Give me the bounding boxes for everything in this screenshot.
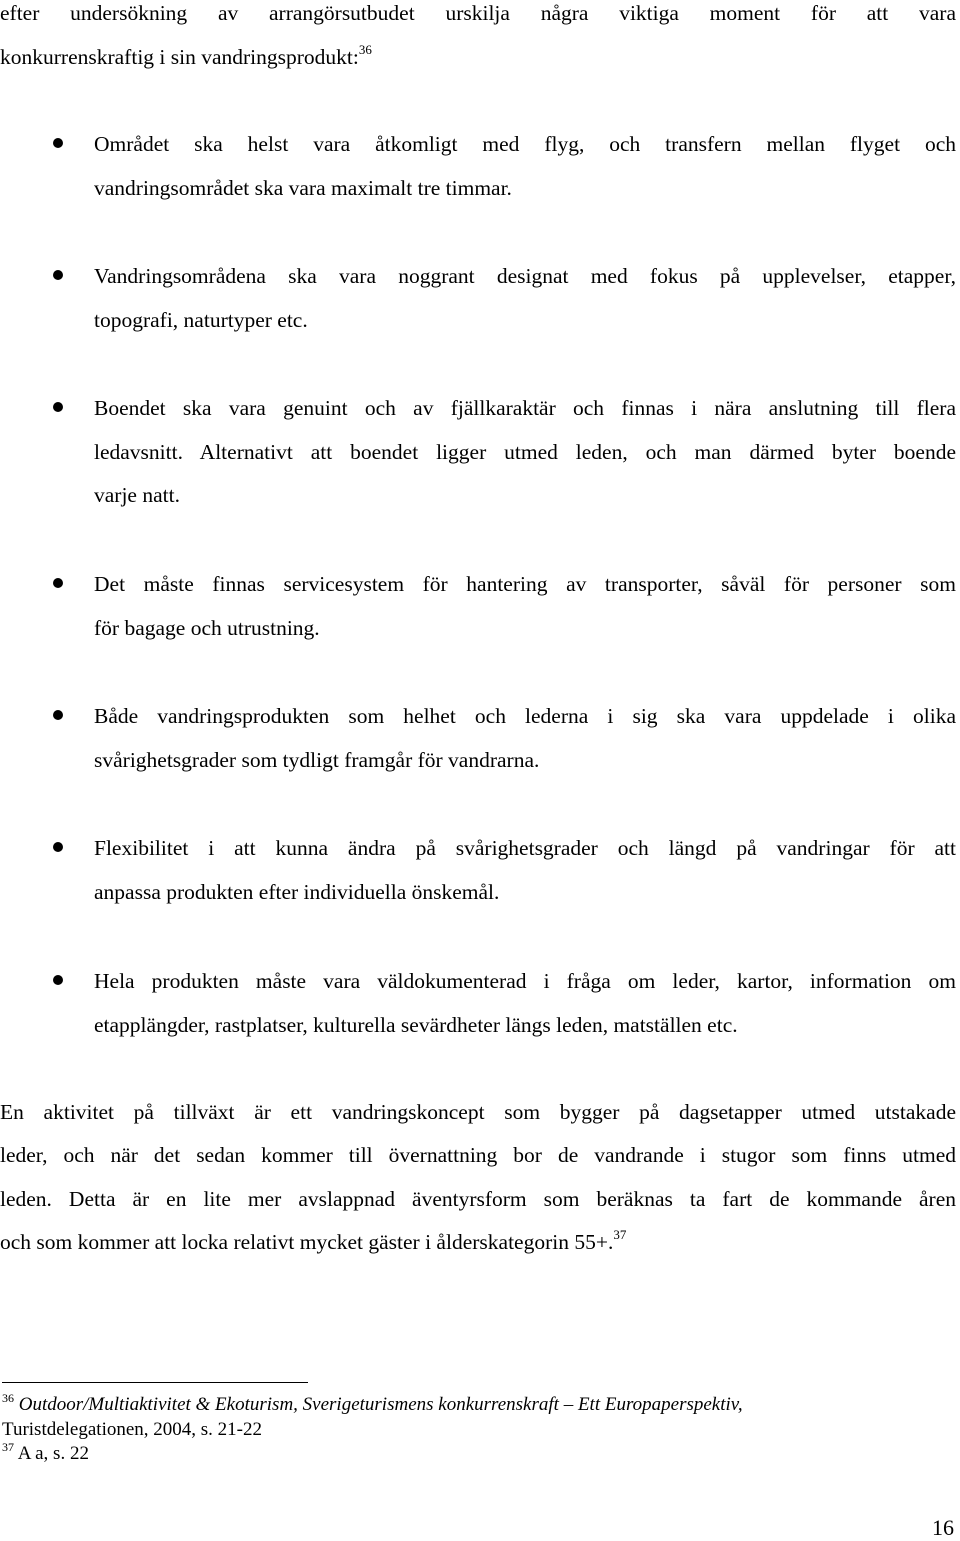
bullet-5-line-2: svårighetsgrader som tydligt framgår för vandrarna.	[94, 748, 540, 772]
bullet-dot	[53, 842, 63, 852]
bullet-dot	[53, 710, 63, 720]
bullet-dot	[53, 270, 63, 280]
bullet-4-line-1: Det måste finnas servicesystem för hantering av transporter, såväl för personer som	[94, 572, 956, 596]
footnote-ref-37: 37	[613, 1226, 627, 1242]
bullet-2-line-1: Vandringsområdena ska vara noggrant designat med fokus på upplevelser, etapper,	[94, 264, 956, 288]
footnote-36-line-2: Turistdelegationen, 2004, s. 21-22	[2, 1419, 263, 1440]
bullet-3-line-1: Boendet ska vara genuint och av fjällkaraktär och finnas i nära anslutning till flera	[94, 396, 956, 420]
bullet-1-line-2: vandringsområdet ska vara maximalt tre timmar.	[94, 176, 512, 200]
intro-line-2: konkurrenskraftig i sin vandringsprodukt:$^{36}$	[0, 41, 372, 69]
footnote-separator	[2, 1382, 308, 1383]
bullet-6-line-1: Flexibilitet i att kunna ändra på svårighetsgrader och längd på vandringar för att	[94, 836, 956, 860]
paragraph-line-4: och som kommer att locka relativt mycket gäster i ålderskategorin 55+.$^{37}$	[0, 1226, 627, 1254]
footnote-ref-36: 36	[358, 41, 372, 57]
bullet-6-line-2: anpassa produkten efter individuella önskemål.	[94, 880, 500, 904]
paragraph-line-1: En aktivitet på tillväxt är ett vandringskoncept som bygger på dagsetapper utmed utstakade	[0, 1100, 956, 1124]
bullet-dot	[53, 975, 63, 985]
bullet-3-line-2: ledavsnitt. Alternativt att boendet ligger utmed leden, och man därmed byter boende	[94, 440, 956, 464]
bullet-7-line-1: Hela produkten måste vara väldokumenterad i fråga om leder, kartor, information om	[94, 969, 956, 993]
bullet-dot	[53, 402, 63, 412]
page-number: 16	[932, 1515, 954, 1540]
intro-line-1: efter undersökning av arrangörsutbudet urskilja några viktiga moment för att vara	[0, 1, 956, 25]
paragraph-line-3: leden. Detta är en lite mer avslappnad äventyrsform som beräknas ta fart de kommande åren	[0, 1187, 956, 1211]
bullet-3-line-3: varje natt.	[94, 483, 180, 507]
bullet-7-line-2: etapplängder, rastplatser, kulturella sevärdheter längs leden, matställen etc.	[94, 1013, 738, 1037]
bullet-4-line-2: för bagage och utrustning.	[94, 616, 320, 640]
footnote-36: $^{36}$ Outdoor/Multiaktivitet & Ekoturism, Sverigeturismens konkurrenskraft – Ett Europaperspektiv,	[2, 1390, 743, 1415]
bullet-5-line-1: Både vandringsprodukten som helhet och lederna i sig ska vara uppdelade i olika	[94, 704, 956, 728]
footnote-37: $^{37}$ A a, s. 22	[2, 1439, 89, 1464]
paragraph-line-2: leder, och när det sedan kommer till övernattning bor de vandrande i stugor som finns utmed	[0, 1143, 956, 1167]
bullet-dot	[53, 578, 63, 588]
bullet-2-line-2: topografi, naturtyper etc.	[94, 308, 308, 332]
bullet-dot	[53, 138, 63, 148]
bullet-1-line-1: Området ska helst vara åtkomligt med flyg, och transfern mellan flyget och	[94, 132, 956, 156]
